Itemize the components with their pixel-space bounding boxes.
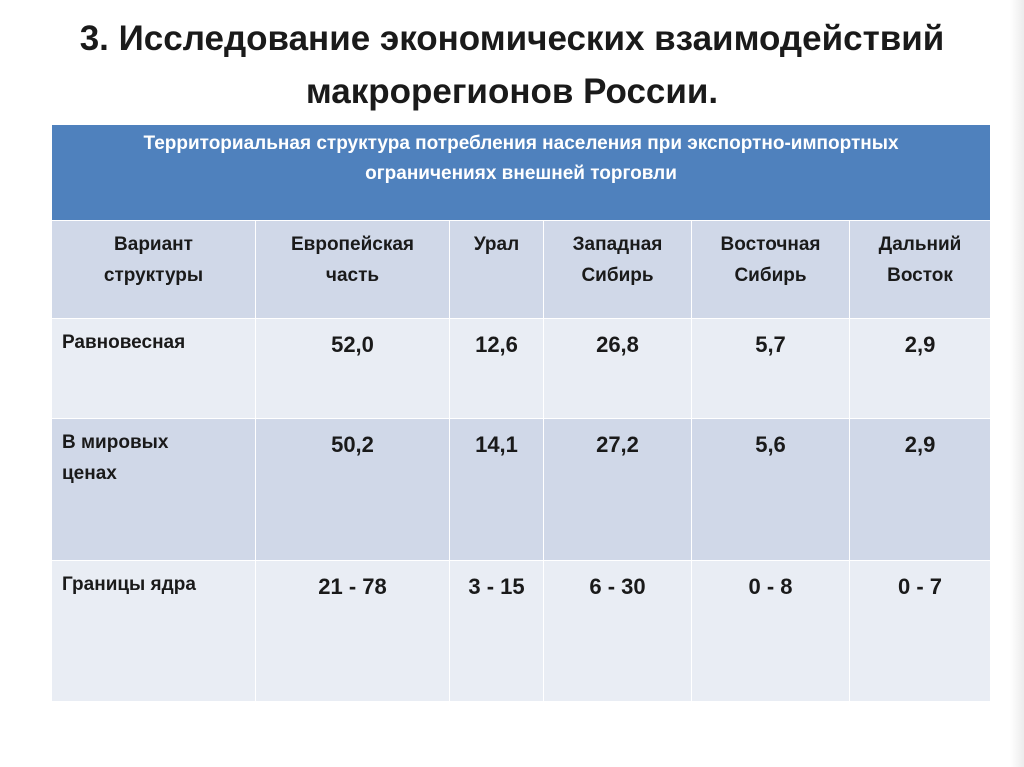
table-cell: 26,8 <box>544 319 692 419</box>
table-cell: 3 - 15 <box>450 561 544 702</box>
table-cell: 21 - 78 <box>256 561 450 702</box>
header-european-part: Европейская часть <box>256 221 450 319</box>
table-row <box>52 561 991 702</box>
table-cell: 52,0 <box>256 319 450 419</box>
header-ural: Урал <box>450 221 544 319</box>
table-cell: 5,6 <box>692 419 850 561</box>
row-label-world-prices: В мировых ценах <box>52 419 256 561</box>
header-east-siberia: Восточная Сибирь <box>692 221 850 319</box>
consumption-structure-table <box>51 124 991 702</box>
table-cell: 6 - 30 <box>544 561 692 702</box>
table-cell: 5,7 <box>692 319 850 419</box>
table-caption-line-2: ограничениях внешней торговли <box>365 163 677 184</box>
table-cell: 12,6 <box>450 319 544 419</box>
slide-title <box>20 12 1004 118</box>
header-west-siberia: Западная Сибирь <box>544 221 692 319</box>
table-cell: 2,9 <box>850 419 991 561</box>
slide-title-line-1: 3. Исследование экономических взаимодействий <box>79 19 945 58</box>
table-cell: 0 - 8 <box>692 561 850 702</box>
table-header-row <box>52 221 991 319</box>
row-label-core-bounds: Границы ядра <box>52 561 256 702</box>
header-variant: Вариант структуры <box>52 221 256 319</box>
table-row <box>52 419 991 561</box>
slide-title-line-2: макрорегионов России. <box>305 72 719 111</box>
table-cell: 14,1 <box>450 419 544 561</box>
slide-edge-shadow <box>1010 0 1024 767</box>
table-cell: 27,2 <box>544 419 692 561</box>
table-cell: 2,9 <box>850 319 991 419</box>
table-row <box>52 319 991 419</box>
table-cell: 0 - 7 <box>850 561 991 702</box>
table-caption-line-1: Территориальная структура потребления населения при экспортно-импортных <box>143 133 899 154</box>
table-cell: 50,2 <box>256 419 450 561</box>
table-caption <box>52 125 991 221</box>
header-far-east: Дальний Восток <box>850 221 991 319</box>
row-label-equilibrium: Равновесная <box>52 319 256 419</box>
